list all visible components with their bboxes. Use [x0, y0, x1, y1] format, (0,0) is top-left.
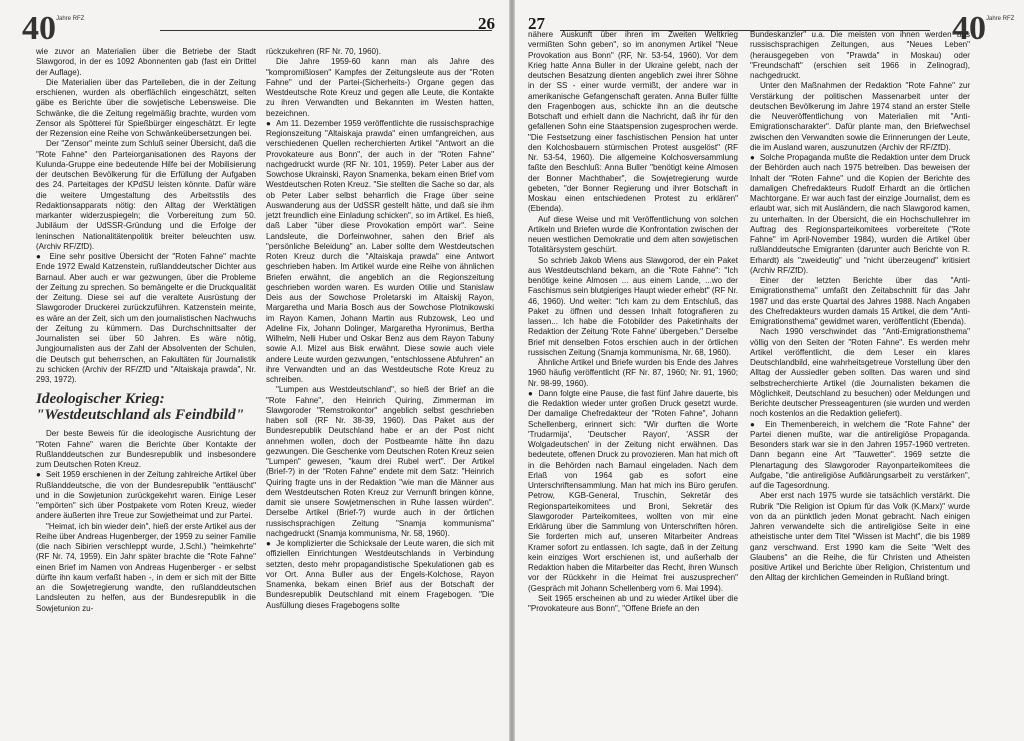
- header-rule-left: [160, 30, 492, 31]
- section-heading-line: "Westdeutschland als Feindbild": [36, 406, 245, 424]
- paragraph: Auf diese Weise und mit Veröffentlichung von solchen Artikeln und Briefen wurde die Konfrontation zwischen der neuen westlichen Demokratie und dem alten sowjetischen Totalitärsystem geschürt.: [528, 214, 738, 255]
- section-heading: [36, 391, 256, 423]
- bullet-paragraph: ● Je komplizierter die Schicksale der Leute waren, die sich mit offiziellen Einrichtungen Westdeutschlands in Verbindung setzten, desto mehr propagandistische Spekulationen gab es vor Ort. Anna Buller aus der Engels-Kolchose, Rayon Snamenka, bekam einen Brief aus der Botschaft der Bundesrepublik Deutschland mit einem Fragebogen. "Die Ausfüllung dieses Fragebogens sollte: [266, 539, 494, 611]
- paragraph: Nach 1990 verschwindet das "Anti-Emigrationsthema" völlig von den Seiten der "Roten Fahne". Es werden mehr Artikel veröffentlicht, die dem Leser ein klares Deutschlandbild, eine wahrheitsgetreue Vorstellung über den Alltag der Aussiedler geben sollten. Das waren und sind selbstrecherchierte Artikel (die Journalisten bekamen die Möglichkeit, Deutschland zu besuchen) oder Meldungen und Berichte deutscher Presseagenturen (sie wurden und werden noch kostenlos an die Redaktion geliefert).: [750, 327, 970, 419]
- paragraph: Der "Zensor" meinte zum Schluß seiner Übersicht, daß die "Rote Fahne" den Parteiorganisationen des Rayons der Kulunda-Gruppe eine bedeutende Hilfe bei der Mobilisierung der deutschen Bevölkerung für die Erfüllung der Aufgaben des 24. Parteitages der KPdSU leisten könnte. Dafür wäre die weitere Umgestaltung des Arbeitsstils des Redaktionsapparats nötig: den Alltag der Werktätigen markanter widerzuspiegeln; die Vorbereitung zum 50. Jubiläum der UdSSR-Gründung und die Erfolge der leninschen Nationalitätenpolitik breiter beleuchten usw. (Archiv RF/ZfD).: [36, 139, 256, 251]
- bullet-paragraph: ● Dann folgte eine Pause, die fast fünf Jahre dauerte, bis die Redaktion wieder unter großen Druck gesetzt wurde. Der damalige Chefredakteur der "Roten Fahne", Johann Schellenberg, erinnert sich: "Wir durften die Worte 'Trudarmija', 'Deutscher Rayon', 'ASSR der Wolgadeutschen' in der Zeitung nicht erwähnen. Das bedeutete, offenen Druck zu provozieren. Man hat mich oft in die Behörden nach Barnaul eingeladen. Nach dem Erlaß von 1964 gab es sofort eine Unterschriftensammlung. Man hat mich ins Büro gerufen. Petrow, KGB-General, Truschin, Sekretär des Regionsparteikomitees und Broni, Sekretär des Slawgoroder Parteikomitees, wollten von mir eine Erklärung über die Sammlung von Unterschriften hören. Sie forderten mich auf, unseren Mitarbeiter Andreas Kramer sofort zu entlassen. Ich sagte, daß in der Zeitung kein einziges Wort erschienen ist, und außerhalb der Redaktion haben die Mitarbeiter das Recht, ihren Wunsch vor der Rückkehr in die Heimat frei auszusprechen" (Gespräch mit Johann Schellenberg vom 6. Mai 1994).: [528, 389, 738, 594]
- paragraph: Aber erst nach 1975 wurde sie tatsächlich verstärkt. Die Rubrik "Die Religion ist Opium für das Volk (K.Marx)" wurde von da an pünktlich jeden Monat gebracht. Nach einigen Jahren verwandelte sich die antireligiöse Seite in eine atheistische unter dem Titel "Wissen ist Macht", die bis 1989 ganz verschwand. Erst 1990 kam die Seite "Welt des Glaubens" an die Reihe, die für Christen und Atheisten positive Artikel und Berichte über Religion, Christentum und den Alltag der kirchlichen Gemeinden in Rußland bringt.: [750, 491, 970, 583]
- logo-sub: Jahre RFZ: [986, 16, 1015, 22]
- paragraph: Ähnliche Artikel und Briefe wurden bis Ende des Jahres 1960 häufig veröffentlicht (RF Nr. 87, 1960; Nr. 91, 1960; Nr. 98-99, 1960).: [528, 358, 738, 388]
- paragraph: So schrieb Jakob Wiens aus Slawgorod, der ein Paket aus Westdeutschland bekam, an die "Rote Fahne": "Ich benötige keine Almosen ... aus einem Lande, ...wo der Faschismus sein blutgieriges Haupt wieder erhebt" (RF Nr. 46, 1960). Und weiter: "Ich kam zu dem Entschluß, das Paket zu öffnen und dessen Inhalt fotografieren zu lassen... Ich habe die Fotobilder des Paketinhalts der Redaktion der Zeitung 'Rote Fahne' übergeben." Derselbe Brief mit denselben Fotos erschien auch in der örtlichen russischen Zeitung (Snamja kommunisma, Nr. 68, 1960).: [528, 255, 738, 357]
- paragraph: Die Jahre 1959-60 kann man als Jahre des "kompromißlosen" Kampfes der Zeitungsleute aus der "Roten Fahne" und der Partei-(Sicherheits-) Organe gegen das Westdeutsche Rote Kreuz und gegen alle Leute, die Kontakte zu ihren Verwandten und Bekannten im Westen hatten, bezeichnen.: [266, 57, 494, 118]
- page-gutter: [509, 0, 515, 741]
- paragraph: rückzukehren (RF Nr. 70, 1960).: [266, 47, 381, 56]
- paragraph: "Lumpen aus Westdeutschland", so hieß der Brief an die "Rote Fahne", den Heinrich Quiring, Zimmerman im Slawgoroder "Remstroikontor" angeblich selbst geschrieben haben soll (RF Nr. 38-39, 1960). Das Paket aus der Bundesrepublik Deutschland habe er an der Post nicht annehmen wollen, doch der Postbeamte hätte ihn dazu gezwungen. Die Geschenke vom Deutschen Roten Kreuz seien "Lumpen" gewesen, "kaum drei Rubel wert". Der Artikel (Brief-?) in der "Roten Fahne" endete mit dem Satz: "Heinrich Quiring fragte uns in der Redaktion "wie man die Männer aus dem Westdeutschen Roten Kreuz zur Vernunft bringen könne, damit sie unsere Sowjetmenschen in Ruhe lassen würden". Derselbe Artikel (Brief-?) wurde auch in der örtlichen russischsprachigen Zeitung "Snamja kommunisma" nachgedruckt (Snamja kommunisma, Nr. 58, 1960).: [266, 385, 494, 538]
- text-column-2: [266, 47, 494, 737]
- paragraph: "Heimat, ich bin wieder dein", hieß der erste Artikel aus der Reihe über Andreas Hugenberger, der 1959 zu seiner Familie (die nach Sibirien verschleppt wurde, J.Schl.) "heimkehrte" (RF Nr. 74, 1959). Ein Jahr später brachte die "Rote Fahne" einen Brief im Namen von Andreas Hugenberger - er selbst dürfte ihn kaum verfaßt haben -, in dem er sich mit der Bitte an die Sowjetregierung wandte, den rußlanddeutschen Landsleuten zu helfen, aus der Bundesrepublik in die Sowjetunion zu-: [36, 521, 256, 613]
- paragraph: Seit 1965 erscheinen ab und zu wieder Artikel über die "Provokateure aus Bonn", "Offene Briefe an den: [528, 593, 738, 613]
- page-number-left: 26: [478, 14, 495, 33]
- page-number-right: 27: [528, 14, 545, 33]
- paragraph: nähere Auskunft über ihren im Zweiten Weltkrieg vermißten Sohn geben", so im anonymen Artikel "Neue Provokation aus Bonn" (RF, Nr. 53-54, 1960). Vor dem Krieg hatte Anna Buller in der Ukraine gelebt, nach der deutschen Besatzung dienten angeblich zwei ihrer Söhne in der SS - einer wurde vermißt, der andere war in amerikanische Gefangenschaft geraten. Anna Buller füllte den Fragenbogen aus, schickte ihn an die deutsche Botschaft und erhielt dann die Nachricht, daß ihr für den gefallenen Sohn eine Staatspension zugesprochen werde. "Die Festsetzung einer faschistischen Pension hat unter den Kolchosbauern stürmischen Protest ausgelöst" (RF Nr. 53-54, 1960). Die allgemeine Kolchosversammlung faßte den Beschluß: Anna Buller "benötigt keine Almosen der Bonner Machthaber", die Sowjetregierung wurde gebeten, "der Bonner Regierung und ihrer Botschaft in Moskau einen entschiedenen Protest zu erklären" (Ebenda).: [528, 30, 738, 214]
- paragraph: Bundeskanzler" u.a. Die meisten von ihnen werden aus russischsprachigen Zeitungen, aus "Neues Leben" (herausgegeben von "Prawda" in Moskau) oder "Freundschaft" (erschien seit 1966 in Zelinograd), nachgedruckt.: [750, 30, 970, 80]
- bullet-paragraph: ● Seit 1959 erschienen in der Zeitung zahlreiche Artikel über Rußlanddeutsche, die von der Bundesrepublik "enttäuscht" und in die Sowjetunion zurückgekehrt waren. Einige Leser "empörten" sich über Postpakete vom Roten Kreuz, wieder andere äußerten ihre Treue zur Sowjetheimat und zur Partei.: [36, 470, 256, 521]
- text-column-3: [528, 30, 738, 737]
- paragraph: Der beste Beweis für die ideologische Ausrichtung der "Roten Fahne" waren die Berichte über Kontakte der Rußlanddeutschen zur Bundesrepublik und insbesondere zum Deutschen Roten Kreuz.: [36, 429, 256, 469]
- bullet-paragraph: ● Ein Themenbereich, in welchem die "Rote Fahne" der Partei dienen mußte, war die antireligiöse Propaganda. Besonders stark war sie in den Jahren 1957-1960 vertreten. Dann begann eine Art "Tauwetter". 1969 setzte die Plenartagung des Slawgoroder Rayonparteikomitees die Aufgabe, "die antireligiöse Aufklärungsarbeit zu verstärken", auf die Tagesordnung.: [750, 420, 970, 492]
- bullet-paragraph: ● Eine sehr positive Übersicht der "Roten Fahne" machte Ende 1972 Ewald Katzenstein, rußlanddeutscher Dichter aus Barnaul. Aber auch er war gezwungen, über die Probleme der Zeitung zu sprechen. So bemängelte er die Druckqualität der Zeitung. Diese sei auf die veraltete Ausrüstung der Slawgoroder Druckerei zurückzuführen. Katzenstein meinte, es wäre an der Zeit, sich um den journalistischen Nachwuchs der Zeitung zu kümmern. Das Durchschnittsalter der Journalisten sei über 50 Jahren. Es wäre nötig, Jungjournalisten aus der Zahl der Absolventen der Schulen, die Deutsch gut beherrschen, an Fakultäten für Journalistik zu schicken (Archiv der RF/ZfD und "Altaiskaja prawda", Nr. 293, 1972).: [36, 252, 256, 385]
- bullet-paragraph: ● Am 11. Dezember 1959 veröffentlichte die russischsprachige Regionszeitung "Altaiskaja prawda" einen umfangreichen, aus verschiedenen Quellen recherchierten Artikel "Antwort an die Provokateure aus Bonn", der auch in der "Roten Fahne" nachgedruckt wurde (RF Nr. 101, 1959). Peter Laber aus der Sowchose Ukrainski, Rayon Snamenka, bekam einen Brief vom Westdeutschen Roten Kreuz. "Sie stellten die Sache so dar, als ob Peter Laber selbst beharrlich die Frage über seine Auswanderung aus der UdSSR gestellt hätte, und daß sie ihm jetzt freundlich eine Einladung schicken", so im Artikel. Es hieß, daß Laber "über diese Provokation empört war". Seine Landsleute, die Dorfeinwohner, sahen den Brief als "persönliche Beleidung" an. Laber sollte dem Westdeutschen Roten Kreuz durch die "Altaiskaja prawda" eine Antwort geschrieben haben. Im Artikel wurde eine Reihe von ähnlichen Briefen erwähnt, die angeblich an die Regionszeitung geschrieben worden waren. Es wurden Otilie und Stanislaw Deis aus der Sowchose Proletarski im Altaiskij Rayon, Margaretha und Maria Bosch aus der Sowchose Plotnikowski im Rayon Kamen, Johann Martin aus Rubzowsk, Leo und Adeline Fix, Johann Dolinger, Margaretha Hyronimus, Bertha Wilhelm, Nelli Huber und Oskar Benz aus dem Rayon Tabuny sowie A.I. Mizel aus Bisk erwähnt. Diese sowie auch viele andere Leute wurden gezwungen, "entschlossene Abfuhren" an ihre Verwandten und an das Westdeutsche Rote Kreuz zu schreiben.: [266, 119, 494, 386]
- paragraph: Unter den Maßnahmen der Redaktion "Rote Fahne" zur Verstärkung der politischen Massenarbeit unter der deutschen Bevölkerung im Jahre 1974 stand an erster Stelle die Neuveröffentlichung von Materialien mit "Anti-Emigrationscharakter". Dafür plante man, den Briefwechsel zwischen den Verwandten sowie die Erinnerungen der Leute, die im Ausland waren, auszunutzen (Archiv der RF/ZfD).: [750, 81, 970, 152]
- paragraph: Die Materialien über das Parteileben, die in der Zeitung erschienen, wurden als oberflächlich eingeschätzt, selten gäbe es Berichte über die sowjetische Lebensweise. Die Schwänke, die die Zeitung regelmäßig brachte, wurden vom Zensor als Spötterei für Spießbürger eingeschätzt. Er legte der Rezension eine Reihe von Schwänkeübersetzungen bei.: [36, 77, 256, 138]
- text-column-1: [36, 47, 256, 737]
- paragraph: Einer der letzten Berichte über das "Anti-Emigrationsthema" umfaßt den Zeitabschnitt für das Jahr 1987 und das erste Quartal des Jahres 1988. Nach Angaben des Chefredakteurs wurden damals 15 Artikel, die dem "Anti-Emigrationsthema" gewidmet waren, veröffentlicht (Ebenda).: [750, 276, 970, 326]
- section-heading-line: Ideologischer Krieg:: [36, 390, 165, 408]
- bullet-paragraph: ● Solche Propaganda mußte die Redaktion unter dem Druck der Behörden auch nach 1975 betreiben. Das beweisen der Inhalt der "Roten Fahne" und die Kopien der Berichte des damaligen Chefredakteurs Rudolf Erhardt an die örtlichen Machtorgane. Er war auch fast der einzige Journalist, dem es erlaubt war, sich mit Ausländern, die nach Slawgorod kamen, zu unterhalten. In der Übersicht, die ein Hochschullehrer im Auftrag des Regionsparteikomitees vorbereitete ("Rote Fahne" im April-November 1984), wurden die Artikel über rußlanddeutsche Emigranten (darunter auch Berichte von R. Erhardt) als "zweideutig" und "nicht überzeugend" kritisiert (Archiv RF/ZfD).: [750, 153, 970, 276]
- logo-number: 40: [22, 10, 56, 47]
- logo-number: 40: [952, 10, 986, 47]
- anniversary-logo-left: [20, 6, 85, 47]
- logo-sub: Jahre RFZ: [56, 16, 85, 22]
- paragraph: wie zuvor an Materialien über die Betriebe der Stadt Slawgorod, in der es 1092 Abonnenten gab (fast ein Drittel der Auflage).: [36, 47, 256, 77]
- text-column-4: [750, 30, 970, 737]
